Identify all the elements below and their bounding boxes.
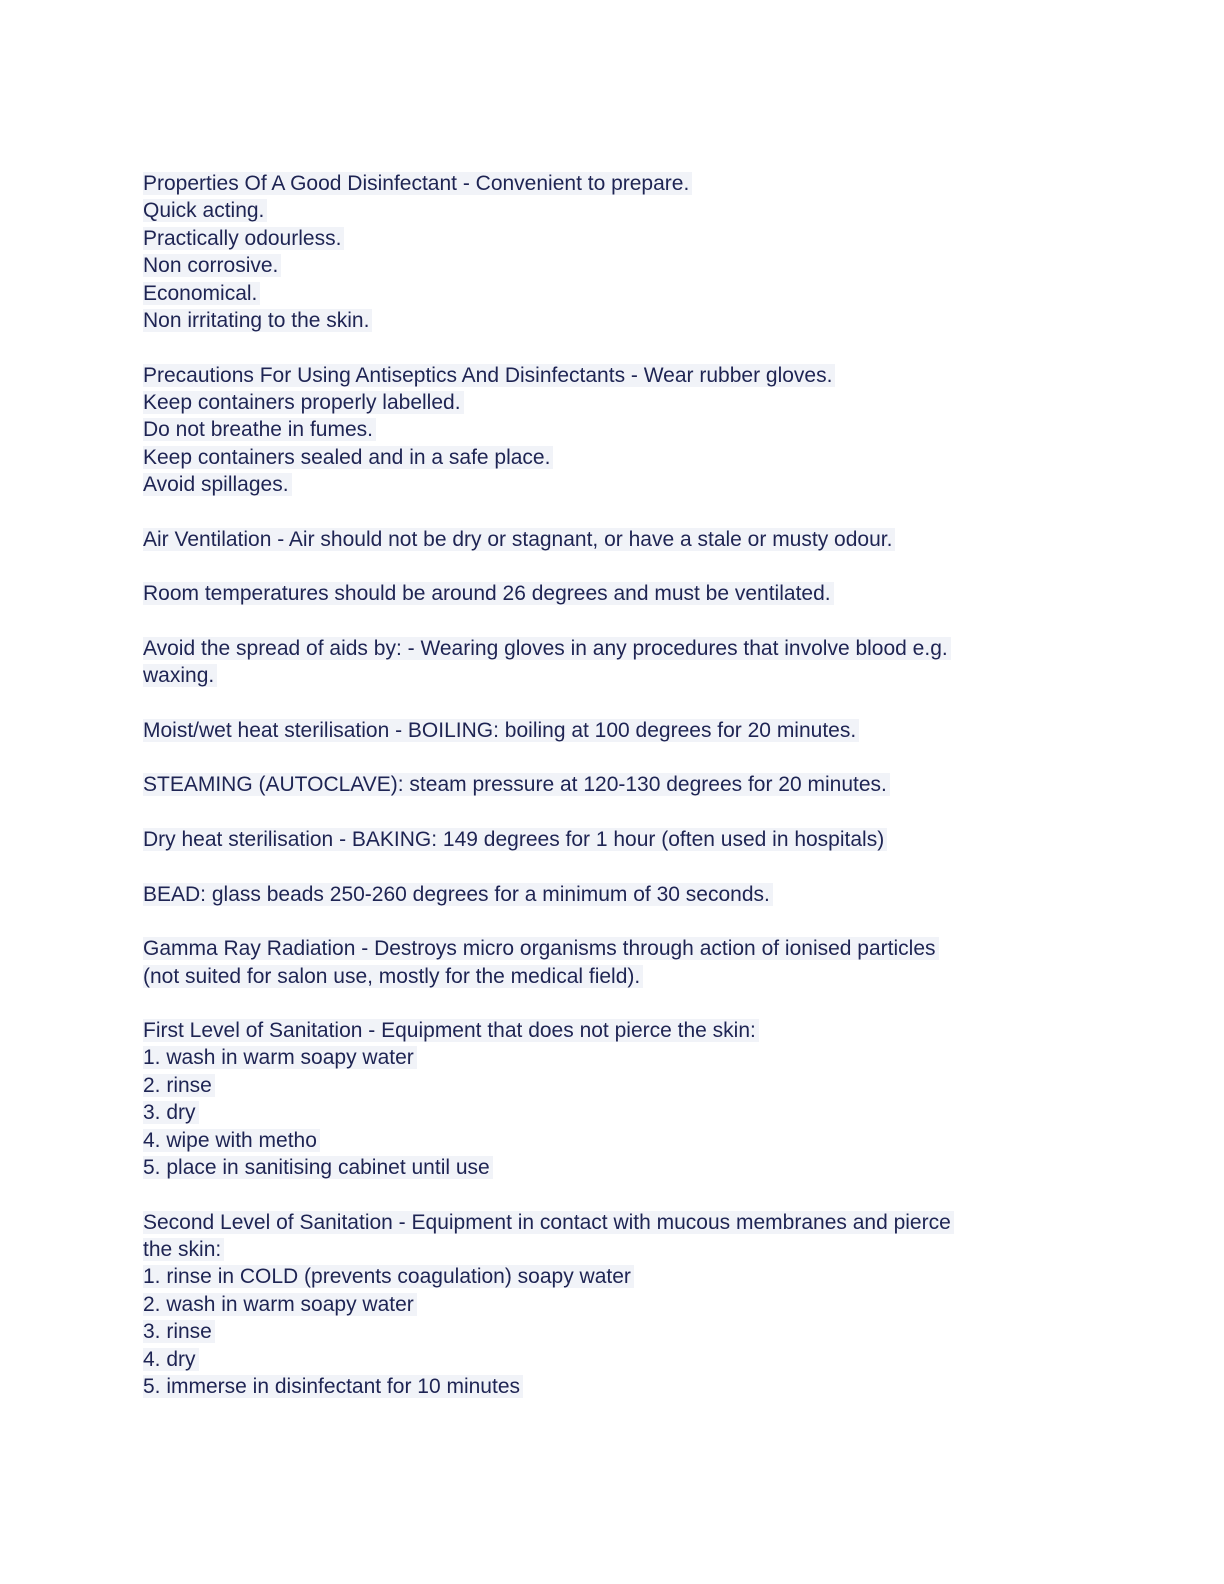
- section-avoid-aids: [143, 635, 1103, 690]
- section-steaming: [143, 771, 1103, 798]
- text-span: Gamma Ray Radiation - Destroys micro organisms through action of ionised particles: [143, 937, 939, 960]
- section-room-temperature: [143, 580, 1103, 607]
- text-line: [143, 963, 1103, 990]
- text-span: Avoid spillages.: [143, 473, 292, 496]
- text-line: [143, 1044, 1103, 1071]
- text-span: 4. wipe with metho: [143, 1129, 320, 1152]
- text-line: [143, 471, 1103, 498]
- text-span: 2. wash in warm soapy water: [143, 1293, 417, 1316]
- section-air-ventilation: [143, 526, 1103, 553]
- text-line: [143, 717, 1103, 744]
- section-second-level-sanitation: [143, 1209, 1103, 1401]
- text-line: [143, 362, 1103, 389]
- text-span: Economical.: [143, 282, 260, 305]
- text-span: Air Ventilation - Air should not be dry or stagnant, or have a stale or musty odour.: [143, 528, 895, 551]
- text-line: [143, 389, 1103, 416]
- text-span: 1. wash in warm soapy water: [143, 1046, 417, 1069]
- text-line: [143, 1236, 1103, 1263]
- text-span: STEAMING (AUTOCLAVE): steam pressure at 120-130 degrees for 20 minutes.: [143, 773, 890, 796]
- text-span: Do not breathe in fumes.: [143, 418, 376, 441]
- text-span: 2. rinse: [143, 1074, 215, 1097]
- spacer: [143, 498, 1103, 525]
- text-line: [143, 662, 1103, 689]
- text-line: [143, 170, 1103, 197]
- text-span: waxing.: [143, 664, 217, 687]
- document-page: [143, 170, 1103, 1400]
- text-line: [143, 1072, 1103, 1099]
- text-span: Second Level of Sanitation - Equipment in contact with mucous membranes and pierce: [143, 1211, 954, 1234]
- text-line: [143, 635, 1103, 662]
- text-span: 1. rinse in COLD (prevents coagulation) soapy water: [143, 1265, 634, 1288]
- text-line: [143, 225, 1103, 252]
- spacer: [143, 334, 1103, 361]
- spacer: [143, 990, 1103, 1017]
- text-line: [143, 1099, 1103, 1126]
- text-line: [143, 252, 1103, 279]
- text-line: [143, 826, 1103, 853]
- text-span: BEAD: glass beads 250-260 degrees for a minimum of 30 seconds.: [143, 883, 773, 906]
- text-line: [143, 881, 1103, 908]
- text-span: Precautions For Using Antiseptics And Disinfectants - Wear rubber gloves.: [143, 364, 835, 387]
- spacer: [143, 1181, 1103, 1208]
- text-span: Dry heat sterilisation - BAKING: 149 degrees for 1 hour (often used in hospitals): [143, 828, 887, 851]
- section-disinfectant-properties: [143, 170, 1103, 334]
- section-moist-heat: [143, 717, 1103, 744]
- section-precautions: [143, 362, 1103, 499]
- section-bead: [143, 881, 1103, 908]
- section-dry-heat: [143, 826, 1103, 853]
- text-span: Non irritating to the skin.: [143, 309, 372, 332]
- text-line: [143, 416, 1103, 443]
- text-span: 5. immerse in disinfectant for 10 minutes: [143, 1375, 523, 1398]
- text-span: Non corrosive.: [143, 254, 281, 277]
- text-span: Keep containers sealed and in a safe place.: [143, 446, 553, 469]
- section-gamma-ray: [143, 935, 1103, 990]
- section-first-level-sanitation: [143, 1017, 1103, 1181]
- text-span: 4. dry: [143, 1348, 199, 1371]
- text-span: Keep containers properly labelled.: [143, 391, 464, 414]
- text-line: [143, 307, 1103, 334]
- spacer: [143, 608, 1103, 635]
- text-line: [143, 526, 1103, 553]
- text-span: the skin:: [143, 1238, 224, 1261]
- spacer: [143, 799, 1103, 826]
- text-span: 3. dry: [143, 1101, 199, 1124]
- text-span: Avoid the spread of aids by: - Wearing gloves in any procedures that involve blood e.g.: [143, 637, 951, 660]
- text-line: [143, 444, 1103, 471]
- text-line: [143, 1154, 1103, 1181]
- spacer: [143, 690, 1103, 717]
- text-line: [143, 1346, 1103, 1373]
- text-line: [143, 1373, 1103, 1400]
- spacer: [143, 744, 1103, 771]
- text-line: [143, 1318, 1103, 1345]
- text-span: Quick acting.: [143, 199, 267, 222]
- text-span: (not suited for salon use, mostly for the medical field).: [143, 965, 643, 988]
- spacer: [143, 553, 1103, 580]
- text-line: [143, 1291, 1103, 1318]
- spacer: [143, 908, 1103, 935]
- text-span: First Level of Sanitation - Equipment that does not pierce the skin:: [143, 1019, 759, 1042]
- text-span: 5. place in sanitising cabinet until use: [143, 1156, 493, 1179]
- text-span: Moist/wet heat sterilisation - BOILING: boiling at 100 degrees for 20 minutes.: [143, 719, 859, 742]
- text-line: [143, 1127, 1103, 1154]
- text-span: 3. rinse: [143, 1320, 215, 1343]
- text-line: [143, 580, 1103, 607]
- text-line: [143, 280, 1103, 307]
- text-line: [143, 1263, 1103, 1290]
- text-line: [143, 197, 1103, 224]
- spacer: [143, 853, 1103, 880]
- text-span: Practically odourless.: [143, 227, 344, 250]
- text-span: Room temperatures should be around 26 degrees and must be ventilated.: [143, 582, 834, 605]
- text-span: Properties Of A Good Disinfectant - Convenient to prepare.: [143, 172, 692, 195]
- text-line: [143, 1017, 1103, 1044]
- text-line: [143, 771, 1103, 798]
- text-line: [143, 935, 1103, 962]
- text-line: [143, 1209, 1103, 1236]
